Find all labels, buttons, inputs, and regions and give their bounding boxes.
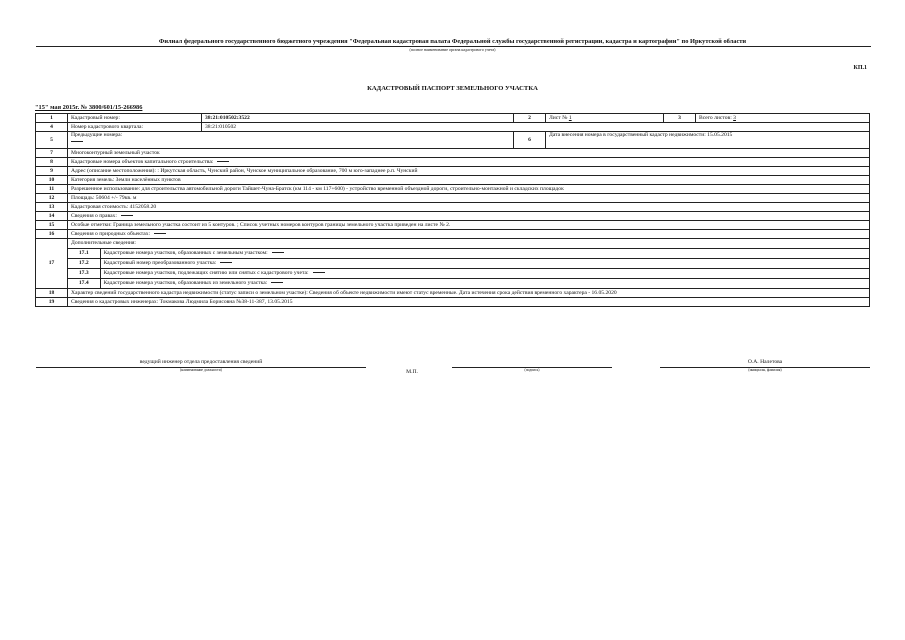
subrow-17-1 [68,249,869,259]
previous-numbers-label: Предыдущие номера: [71,132,123,138]
row-number: 5 [36,132,68,149]
previous-numbers [68,132,514,149]
row-number: 18 [36,289,68,298]
cadastral-number-label: Кадастровый номер: [68,114,202,123]
capital-objects-label: Кадастровые номера объектов капитального строительства: [71,158,214,165]
position-caption: (наименование должности) [180,368,222,372]
subrow-label: Кадастровые номера участков, подлежащих снятию или снятых с кадастрового учета: [103,270,309,276]
row-4 [36,123,870,132]
address-text: Адрес (описание местоположения): : Иркутская область, Чунский район, Чунское муниципальное образование, 700 м юго-западнее р.п. Чунский [68,167,870,176]
signature-caption: (подпись) [524,368,540,372]
natural-objects-label: Сведения о природных объектах: [71,230,151,237]
row-16 [36,230,870,239]
organization-caption: (полное наименование органа кадастрового учета) [409,47,496,52]
row-number: 3 [664,114,696,123]
document-date-number: "15" мая 2015г. № 3800/601/15-266986 [35,104,143,111]
row-14 [36,212,870,221]
subrow-number: 17.4 [68,279,100,289]
row-number: 12 [36,194,68,203]
document-title: КАДАСТРОВЫЙ ПАСПОРТ ЗЕМЕЛЬНОГО УЧАСТКА [367,85,538,92]
row-8 [36,158,870,167]
row-number: 19 [36,298,68,307]
data-status-text: Характер сведений государственного кадастра недвижимости (статус записи о земельном участке): Сведения об объекте недвижимости имеют статус временные. Дата истечения срока действия временного характера - 16.05.2020 [68,289,870,298]
row-number: 11 [36,185,68,194]
subrow-number: 17.3 [68,269,100,279]
rights-info [68,212,870,221]
cadastral-value-text: Кадастровая стоимость: 4152058.20 [68,203,870,212]
row-9 [36,167,870,176]
empty-value-dash [217,161,229,162]
row-19 [36,298,870,307]
row-18 [36,289,870,298]
row-number: 16 [36,230,68,239]
row-12 [36,194,870,203]
row-number: 6 [514,132,546,149]
subrow-label: Кадастровый номер преобразованного участка: [103,260,217,266]
cadastral-number-value: 38:21:010502:3522 [202,114,514,123]
row-number: 13 [36,203,68,212]
area-text: Площадь: 50604 +/- 79кв. м [68,194,870,203]
cadastral-engineers-text: Сведения о кадастровых инженерах: Токмакова Людмила Борисовна №38-11-387, 13.05.2015 [68,298,870,307]
row-7 [36,149,870,158]
subrow-label: Кадастровые номера участков, образованных из земельного участка: [103,280,268,286]
row-1 [36,114,870,123]
registration-date: Дата внесения номера в государственный кадастр недвижимости: 15.05.2015 [546,132,870,149]
total-sheets-value: 3 [733,114,736,121]
form-code: КП.1 [853,65,867,71]
empty-value-dash [313,272,325,273]
name-caption: (инициалы, фамилия) [748,368,782,372]
cadastral-quarter-label: Номер кадастрового квартала: [68,123,202,132]
subrow-label: Кадастровые номера участков, образованных с земельным участком: [103,250,268,256]
empty-value-dash [271,282,283,283]
additional-info-subtable [68,248,869,288]
row-number: 10 [36,176,68,185]
subrow-text [100,269,869,279]
row-number: 15 [36,221,68,230]
subrow-number: 17.1 [68,249,100,259]
row-number: 1 [36,114,68,123]
additional-info-cell [68,239,870,289]
empty-value-dash [121,215,133,216]
sheet-value: 1 [568,114,572,121]
subrow-number: 17.2 [68,259,100,269]
organization-name: Филиал федерального государственного бюджетного учреждения "Федеральная кадастровая палата Федеральной службы государственной регистрации, кадастра и картографии" по Иркутской области [158,38,747,45]
subrow-17-3 [68,269,869,279]
row-5 [36,132,870,149]
land-category-text: Категория земель: Земли населённых пунктов [68,176,870,185]
row-number: 8 [36,158,68,167]
row-10 [36,176,870,185]
empty-value-dash [71,141,83,142]
passport-table [35,113,870,307]
signer-name: О.А. Налетова [747,359,783,365]
capital-objects [68,158,870,167]
empty-value-dash [154,233,166,234]
subrow-text [100,279,869,289]
row-11 [36,185,870,194]
row-number: 2 [514,114,546,123]
sheet-number [546,114,664,123]
stamp-place: М.П. [406,369,418,375]
subrow-17-2 [68,259,869,269]
sheet-label: Лист № [549,114,568,121]
total-sheets [696,114,870,123]
total-sheets-label: Всего листов: [699,114,732,121]
signer-position: ведущий инженер отдела предоставления сведений [139,359,263,365]
row-number: 9 [36,167,68,176]
empty-value-dash [220,262,232,263]
subrow-text [100,249,869,259]
row-number: 7 [36,149,68,158]
row-number: 4 [36,123,68,132]
permitted-use-text: Разрешенное использование: для строительства автомобильной дороги Тайшет-Чуна-Братск (км 114 - км 117+600) - устройство временной объездной дороги, строительно-монтажной и складских площадок [68,185,870,194]
rights-info-label: Сведения о правах: [71,212,117,219]
natural-objects [68,230,870,239]
cadastral-quarter-value: 38:21:010502 [202,123,870,132]
subrow-text [100,259,869,269]
row-number: 14 [36,212,68,221]
empty-value-dash [272,252,284,253]
row-13 [36,203,870,212]
special-notes-text: Особые отметки: Граница земельного участка состоит из 5 контуров. ; Список учетных номеров контуров границы земельного участка приведен на листе № 2. [68,221,870,230]
subrow-17-4 [68,279,869,289]
row-number: 17 [36,239,68,289]
row-17 [36,239,870,289]
multi-contour-text: Многоконтурный земельный участок [68,149,870,158]
additional-info-label: Дополнительные сведения: [71,240,136,246]
row-15 [36,221,870,230]
